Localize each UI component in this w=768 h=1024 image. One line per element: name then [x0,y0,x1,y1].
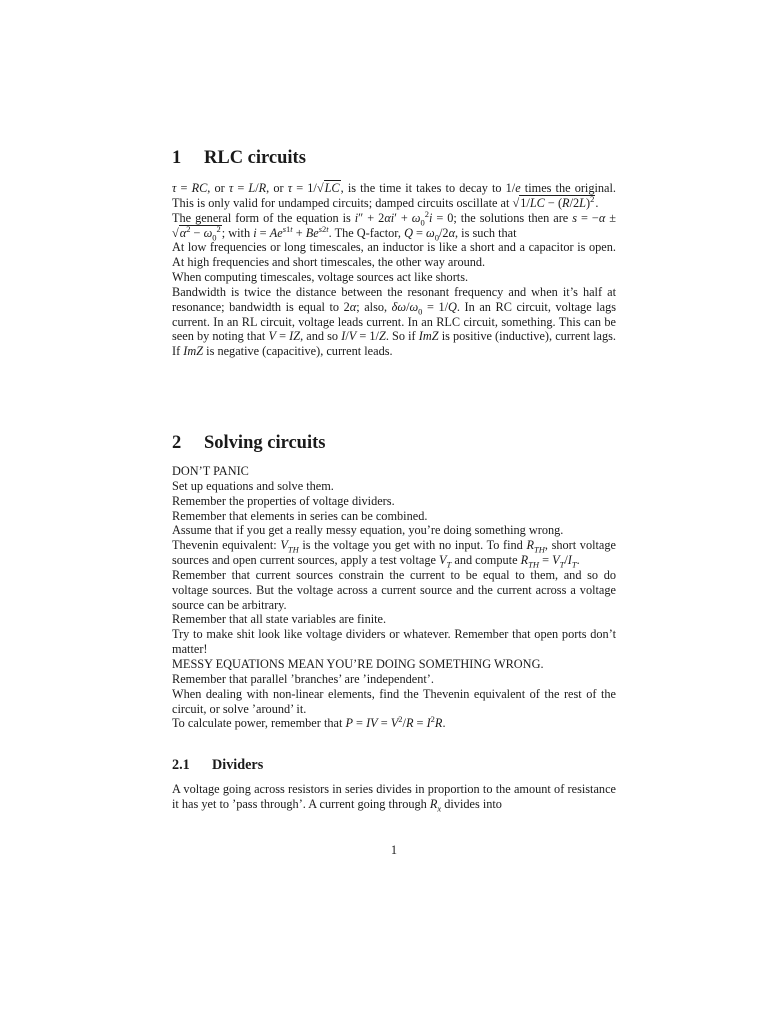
subsection-title: Dividers [212,757,264,773]
section-heading [172,147,616,169]
paragraph: Remember that current sources constrain the current to be equal to them, and so do voltage sources. But the voltage across a current source and the current across a voltage source can be arbitrary. [172,567,616,612]
paragraph: Set up equations and solve them. [172,478,334,493]
paragraph: To calculate power, remember that P = IV = $V^2/R = I^2R$. [172,714,446,731]
paragraph: τ = RC, or τ = L/R, or τ = 1/√LC, is the time it takes to decay to 1/e times the original. This is only valid for undamped circuits; damped circuits oscillate at $√1/LC - (R/2L)^2$. [172,181,617,210]
paragraph: Thevenin equivalent: $V_{TH}$ is the voltage you get with no input. To find $R_{TH}$, short voltage sources and open current sources, apply a test voltage $V_T$ and compute $R_{TH} = V_T/I_T$. [172,538,616,570]
section-number: 2 [172,433,182,453]
paragraph: A voltage going across resistors in series divides in proportion to the amount of resistance it has yet to ’pass through’. A current going through $R_x$ divides into [172,782,616,814]
document-page [172,0,616,1024]
page-number: 1 [390,843,398,857]
subsection-number: 2.1 [172,757,190,773]
paragraph: The general form of the equation is $i'' + 2\alpha i' + \omega_0^2i = 0$; the solutions then are $s = -\alpha \pm √\alpha^2 - \omega_0^2$; with $i = Ae^{s1t} + Be^{s2t}$. The Q-factor, $Q = \omega_0/2\alpha$, is such that [172,208,616,242]
paragraph: Remember that parallel ’branches’ are ’independent’. [172,671,434,686]
paragraph: When dealing with non-linear elements, find the Thevenin equivalent of the rest of the circuit, or solve ’around’ it. [172,686,616,716]
section-body [172,782,616,812]
paragraph: When computing timescales, voltage sources act like shorts. [172,270,469,285]
paragraph: Remember that all state variables are finite. [172,612,387,627]
section-solving-circuits [172,432,616,731]
subsection-dividers [172,756,616,812]
paragraph: Remember that elements in series can be combined. [172,508,428,523]
paragraph: At low frequencies or long timescales, an inductor is like a short and a capacitor is open. At high frequencies and short timescales, the other way around. [172,240,616,270]
section-title: Solving circuits [204,433,326,453]
section-number: 1 [172,148,182,168]
section-rlc-circuits [172,147,616,359]
paragraph: Try to make shit look like voltage dividers or whatever. Remember that open ports don’t matter! [172,627,616,657]
section-heading [172,432,616,454]
section-body [172,464,616,731]
subsection-heading [172,756,616,774]
paragraph: MESSY EQUATIONS MEAN YOU’RE DOING SOMETHING WRONG. [172,656,544,671]
paragraph: Assume that if you get a really messy equation, you’re doing something wrong. [172,523,564,538]
paragraph: DON’T PANIC [172,464,249,478]
paragraph: Bandwidth is twice the distance between the resonant frequency and when it’s half at resonance; bandwidth is equal to 2α; also, $\delta\omega/\omega_0 = 1/Q$. In an RC circuit, voltage lags current. In an RL circuit, voltage leads current. In an RLC circuit, something. This can be seen by noting that V = IZ, and so I/V = 1/Z. So if ImZ is positive (inductive), current lags. If ImZ is negative (capacitive), current leads. [172,284,617,359]
section-title: RLC circuits [204,148,306,168]
section-body [172,181,616,359]
paragraph: Remember the properties of voltage dividers. [172,493,395,508]
